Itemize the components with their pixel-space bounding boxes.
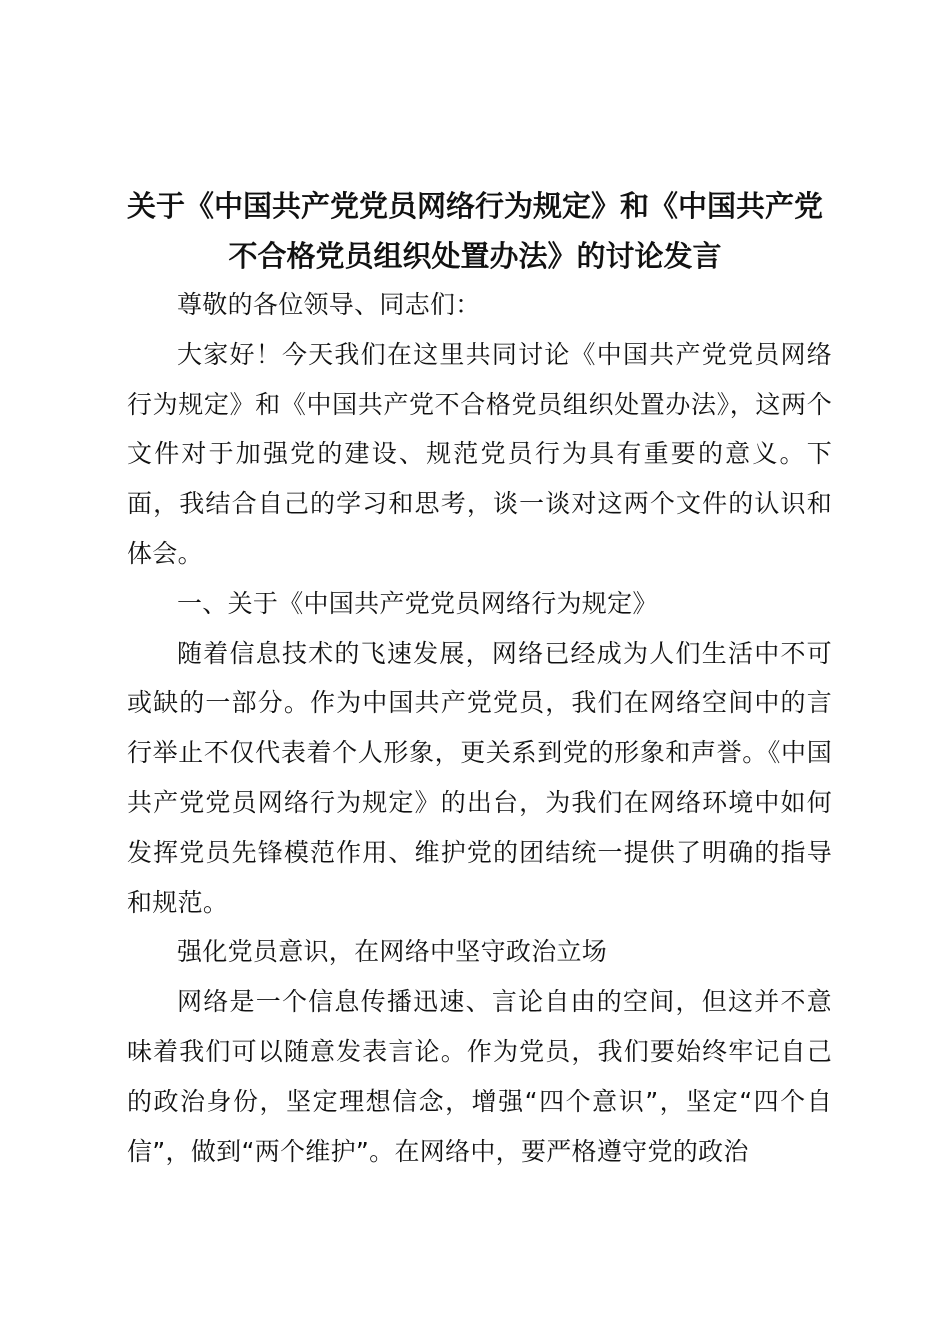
- document-body: [127, 280, 832, 1176]
- paragraph-greeting: 大家好！今天我们在这里共同讨论《中国共产党党员网络行为规定》和《中国共产党不合格党员组织处置办法》，这两个文件对于加强党的建设、规范党员行为具有重要的意义。下面，我结合自己的学习和思考，谈一谈对这两个文件的认识和体会。: [127, 339, 832, 568]
- paragraph-network-development: 随着信息技术的飞速发展，网络已经成为人们生活中不可或缺的一部分。作为中国共产党党员，我们在网络空间中的言行举止不仅代表着个人形象，更关系到党的形象和声誉。《中国共产党党员网络行为规定》的出台，为我们在网络环境中如何发挥党员先锋模范作用、维护党的团结统一提供了明确的指导和规范。: [127, 638, 832, 917]
- paragraph-network-speech: 网络是一个信息传播迅速、言论自由的空间，但这并不意味着我们可以随意发表言论。作为党员，我们要始终牢记自己的政治身份，坚定理想信念，增强“四个意识”，坚定“四个自信”，做到“两个维护”。在网络中，要严格遵守党的政治: [127, 987, 832, 1166]
- document-title-line-2: 不合格党员组织处置办法》的讨论发言: [228, 239, 722, 273]
- section-heading-1: 一、关于《中国共产党党员网络行为规定》: [177, 588, 658, 618]
- subheading-party-awareness: 强化党员意识，在网络中坚守政治立场: [177, 937, 608, 967]
- document-title-line-1: 关于《中国共产党党员网络行为规定》和《中国共产党: [126, 189, 823, 223]
- salutation: 尊敬的各位领导、同志们：: [177, 290, 481, 319]
